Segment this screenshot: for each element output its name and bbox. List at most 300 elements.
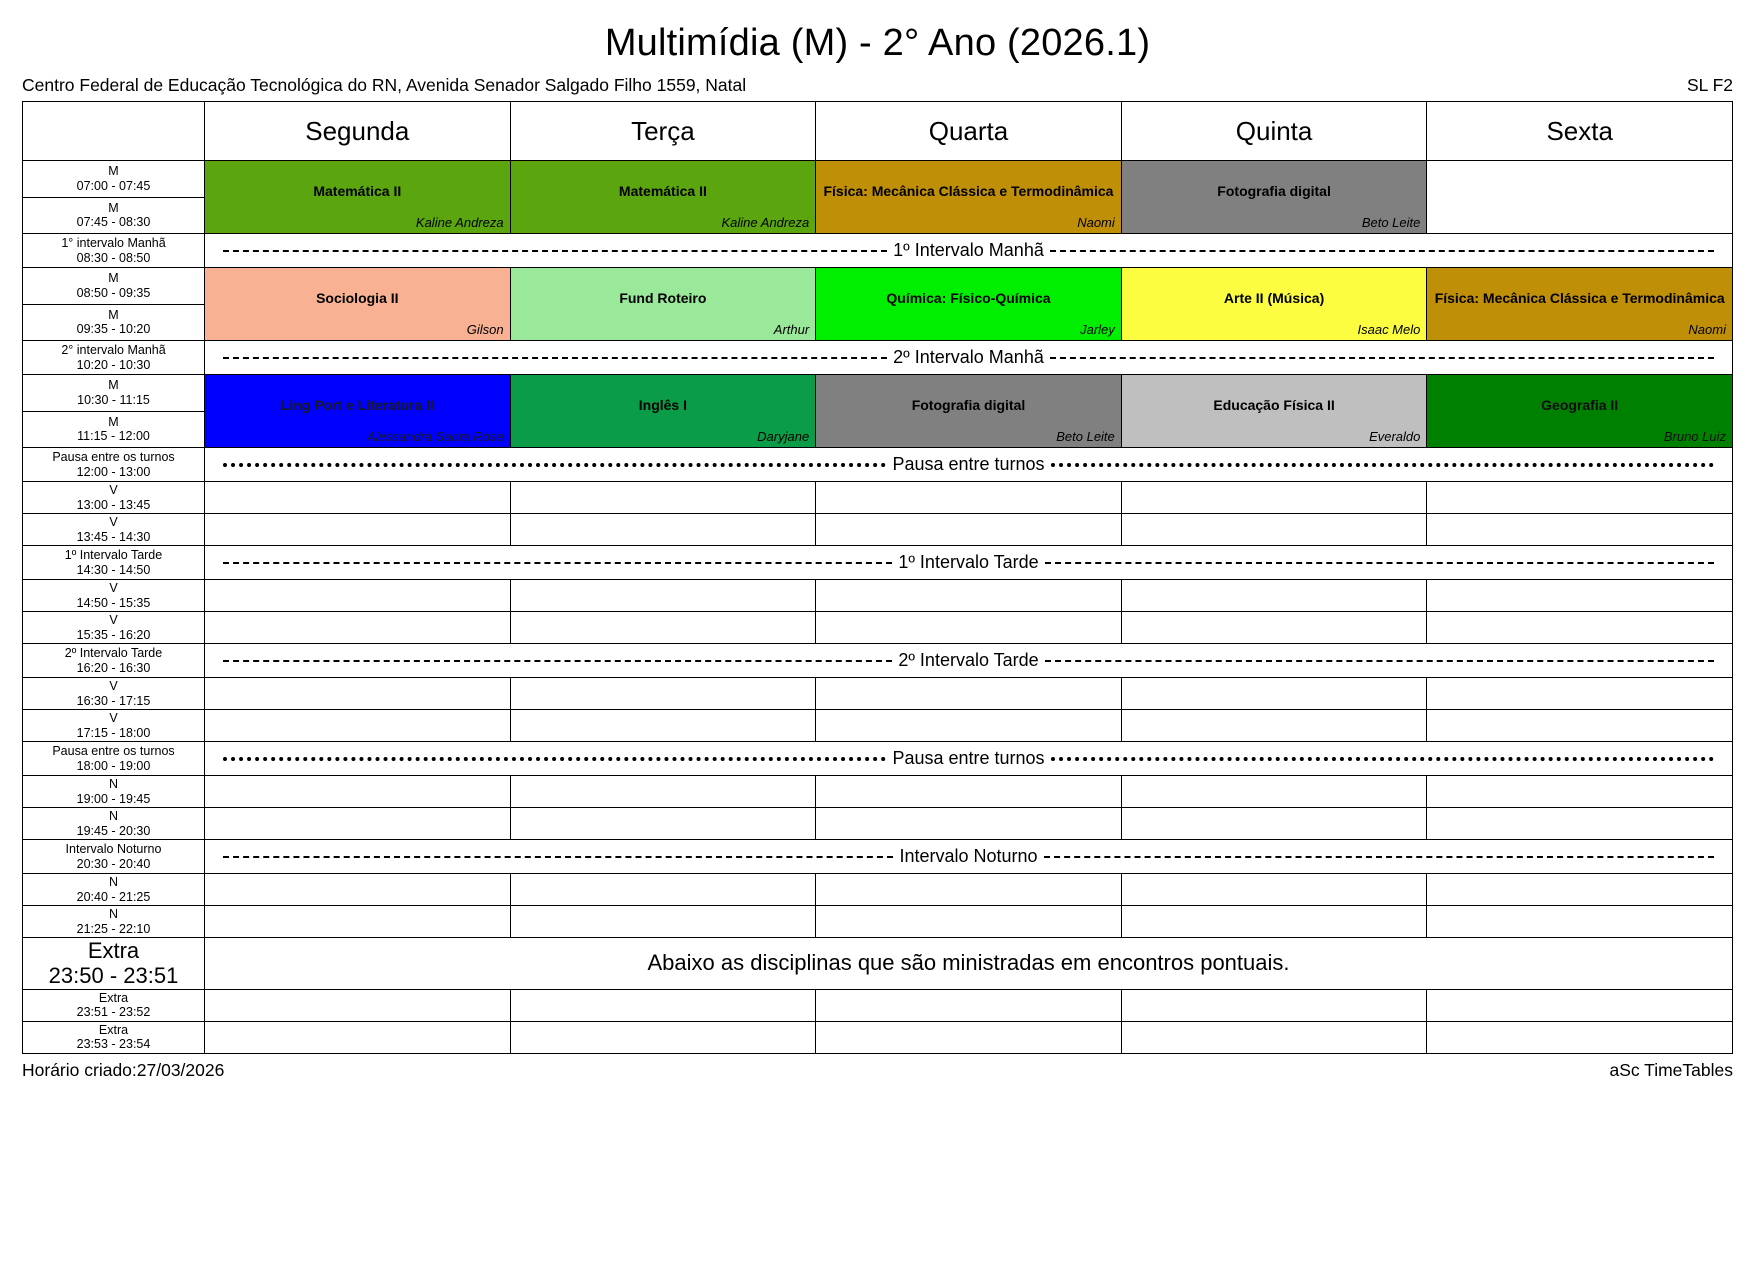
- day-header-segunda: Segunda: [205, 102, 511, 161]
- empty-slot: [1122, 482, 1427, 513]
- time-shift-label: N: [108, 907, 119, 922]
- time-shift-label: V: [109, 581, 118, 596]
- timetable-row: [23, 375, 1733, 448]
- empty-cell: [1121, 580, 1427, 612]
- lesson-subject: Fotografia digital: [1217, 182, 1331, 199]
- time-cell: [23, 678, 205, 710]
- lesson-teacher: Beto Leite: [1056, 429, 1115, 444]
- empty-slot: [1427, 678, 1732, 709]
- break-row: [23, 840, 1733, 874]
- empty-slot: [205, 906, 510, 937]
- empty-slot: [205, 678, 510, 709]
- time-shift-label: M: [108, 200, 119, 215]
- empty-slot: [205, 482, 510, 513]
- time-cell: [23, 710, 205, 742]
- empty-slot: [1122, 906, 1427, 937]
- empty-slot: [816, 580, 1121, 611]
- timetable-row: [23, 514, 1733, 546]
- lesson-teacher: Everaldo: [1369, 429, 1421, 444]
- empty-slot: [511, 808, 816, 839]
- time-range-label: 10:20 - 10:30: [76, 357, 151, 372]
- break-banner: [205, 234, 1733, 268]
- empty-slot: [511, 482, 816, 513]
- lesson-subject: Física: Mecânica Clássica e Termodinâmica: [823, 182, 1114, 199]
- time-cell: [23, 580, 205, 612]
- empty-slot: [511, 678, 816, 709]
- empty-cell: [816, 906, 1122, 938]
- time-shift-label: V: [109, 613, 118, 628]
- break-divider-right: [1044, 856, 1714, 858]
- time-range-label: 20:30 - 20:40: [76, 856, 151, 871]
- day-header-sexta: Sexta: [1427, 102, 1733, 161]
- time-shift-label: V: [109, 711, 118, 726]
- empty-slot: [205, 990, 510, 1021]
- time-cell: [23, 514, 205, 546]
- break-label: 2º Intervalo Manhã: [893, 347, 1044, 367]
- time-range-label: 15:35 - 16:20: [76, 627, 151, 642]
- empty-cell: [1427, 612, 1733, 644]
- time-slot: [23, 197, 204, 234]
- empty-cell: [510, 612, 816, 644]
- timetable-row: [23, 906, 1733, 938]
- time-shift-label: M: [108, 378, 119, 393]
- lesson-cell[interactable]: [816, 375, 1122, 448]
- empty-slot: [1427, 874, 1732, 905]
- time-shift-label: V: [109, 515, 118, 530]
- time-cell: [23, 612, 205, 644]
- empty-cell: [816, 580, 1122, 612]
- lesson-subject: Geografia II: [1541, 396, 1619, 413]
- lesson-cell[interactable]: [1427, 268, 1733, 341]
- time-range-label: 08:30 - 08:50: [76, 250, 151, 265]
- empty-slot: [205, 514, 510, 545]
- time-slot: [23, 268, 204, 304]
- time-shift-label: Extra: [98, 1022, 129, 1037]
- day-header-quinta: Quinta: [1121, 102, 1427, 161]
- lesson-teacher: Arthur: [773, 322, 810, 337]
- time-range-label: 16:20 - 16:30: [76, 660, 151, 675]
- break-row: [23, 742, 1733, 776]
- empty-cell: [816, 514, 1122, 546]
- page-title: Multimídia (M) - 2° Ano (2026.1): [604, 22, 1151, 64]
- break-divider-left: [223, 357, 887, 359]
- time-shift-label: Extra: [87, 938, 140, 963]
- time-range-label: 17:15 - 18:00: [76, 725, 151, 740]
- time-shift-label: V: [109, 679, 118, 694]
- empty-slot: [511, 906, 816, 937]
- time-shift-label: N: [108, 777, 119, 792]
- empty-cell: [510, 710, 816, 742]
- time-range-label: 11:15 - 12:00: [77, 429, 150, 444]
- break-name-label: 1° intervalo Manhã: [61, 236, 166, 251]
- timetable-row: [23, 161, 1733, 234]
- time-range-label: 13:00 - 13:45: [76, 497, 151, 512]
- lesson-cell[interactable]: [510, 375, 816, 448]
- lesson-teacher: Naomi: [1077, 215, 1115, 230]
- lesson-teacher: Isaac Melo: [1357, 322, 1421, 337]
- empty-slot: [1427, 906, 1732, 937]
- lesson-subject: Fotografia digital: [911, 396, 1026, 413]
- break-divider-left: [223, 660, 892, 662]
- lesson-subject: Física: Mecânica Clássica e Termodinâmica: [1434, 289, 1725, 306]
- break-label: 1º Intervalo Manhã: [893, 240, 1044, 260]
- empty-cell: [510, 906, 816, 938]
- empty-cell: [1427, 482, 1733, 514]
- time-cell: [23, 234, 205, 268]
- empty-cell: [1121, 906, 1427, 938]
- empty-cell: [1427, 989, 1733, 1021]
- lesson-teacher: Kaline Andreza: [415, 215, 504, 230]
- empty-slot: [1427, 514, 1732, 545]
- timetable-row: [23, 989, 1733, 1021]
- note-row: [23, 938, 1733, 990]
- lesson-teacher: Alessandra Santa Rosa: [367, 429, 504, 444]
- break-label: 2º Intervalo Tarde: [898, 650, 1039, 670]
- time-cell: [23, 776, 205, 808]
- time-range-label: 20:40 - 21:25: [76, 889, 151, 904]
- lesson-cell[interactable]: [1121, 268, 1427, 341]
- time-slot: [23, 375, 204, 411]
- timetable-row: [23, 710, 1733, 742]
- time-range-label: 16:30 - 17:15: [76, 693, 151, 708]
- lesson-cell[interactable]: [205, 161, 511, 234]
- break-row: [23, 341, 1733, 375]
- day-header-row: [23, 102, 1733, 161]
- empty-cell: [1121, 989, 1427, 1021]
- corner-cell: [23, 102, 205, 161]
- break-row: [23, 644, 1733, 678]
- lesson-subject: Ling Port e Literatura II: [280, 396, 434, 413]
- time-cell: [23, 448, 205, 482]
- break-label: 1º Intervalo Tarde: [898, 552, 1039, 572]
- lesson-teacher: Bruno Luiz: [1663, 429, 1726, 444]
- time-range-label: 21:25 - 22:10: [76, 921, 151, 936]
- empty-cell: [510, 776, 816, 808]
- empty-cell: [1427, 874, 1733, 906]
- empty-slot: [816, 990, 1121, 1021]
- lesson-cell[interactable]: [816, 161, 1122, 234]
- lesson-subject: Inglês I: [638, 396, 687, 413]
- empty-cell: [510, 874, 816, 906]
- empty-cell: [1121, 874, 1427, 906]
- empty-slot: [816, 874, 1121, 905]
- time-shift-label: Extra: [98, 990, 129, 1005]
- empty-slot: [816, 1022, 1121, 1053]
- time-range-label: 23:51 - 23:52: [76, 1005, 151, 1020]
- lesson-subject: Sociologia II: [316, 289, 399, 306]
- empty-slot: [205, 1022, 510, 1053]
- time-range-label: 23:50 - 23:51: [48, 963, 179, 989]
- empty-cell: [1121, 776, 1427, 808]
- time-cell: [23, 268, 205, 341]
- day-header-quarta: Quarta: [816, 102, 1122, 161]
- break-banner: [205, 742, 1733, 776]
- time-cell: [23, 840, 205, 874]
- empty-slot: [1427, 776, 1732, 807]
- empty-cell: [1121, 514, 1427, 546]
- empty-cell: [1427, 906, 1733, 938]
- empty-slot: [816, 482, 1121, 513]
- timetable-row: [23, 678, 1733, 710]
- empty-slot: [1122, 710, 1427, 741]
- empty-slot: [1427, 612, 1732, 643]
- break-name-label: 2º Intervalo Tarde: [64, 646, 163, 661]
- break-row: [23, 234, 1733, 268]
- empty-cell: [816, 710, 1122, 742]
- time-shift-label: N: [108, 809, 119, 824]
- empty-cell: [1121, 1021, 1427, 1053]
- empty-slot: [511, 612, 816, 643]
- room-code: SL F2: [1686, 75, 1733, 95]
- lesson-teacher: Kaline Andreza: [721, 215, 810, 230]
- empty-slot: [1427, 580, 1732, 611]
- lesson-subject: Educação Física II: [1213, 396, 1335, 413]
- empty-cell: [816, 808, 1122, 840]
- empty-cell: [205, 612, 511, 644]
- time-slot: [23, 161, 204, 197]
- empty-slot: [1122, 678, 1427, 709]
- empty-slot: [816, 514, 1121, 545]
- empty-slot: [1427, 808, 1732, 839]
- empty-slot: [1427, 161, 1732, 233]
- lesson-cell[interactable]: [1121, 375, 1427, 448]
- break-divider-left: [223, 562, 892, 564]
- empty-cell: [205, 776, 511, 808]
- lesson-cell[interactable]: [205, 268, 511, 341]
- empty-cell: [510, 482, 816, 514]
- break-divider-left: [223, 856, 893, 858]
- break-name-label: Intervalo Noturno: [65, 842, 162, 857]
- time-range-label: 07:45 - 08:30: [76, 215, 151, 230]
- empty-slot: [511, 710, 816, 741]
- empty-cell: [1427, 161, 1733, 234]
- break-label: Pausa entre turnos: [892, 454, 1045, 474]
- empty-cell: [1427, 776, 1733, 808]
- time-cell: [23, 989, 205, 1021]
- lesson-subject: Arte II (Música): [1223, 289, 1325, 306]
- break-banner: [205, 448, 1733, 482]
- break-divider-left: [223, 757, 886, 761]
- time-shift-label: M: [108, 307, 119, 322]
- break-name-label: Pausa entre os turnos: [52, 450, 175, 465]
- time-range-label: 07:00 - 07:45: [76, 178, 151, 193]
- time-cell: [23, 938, 205, 990]
- empty-slot: [816, 710, 1121, 741]
- break-banner: [205, 644, 1733, 678]
- empty-slot: [1122, 580, 1427, 611]
- empty-cell: [205, 580, 511, 612]
- time-cell: [23, 644, 205, 678]
- empty-slot: [816, 808, 1121, 839]
- break-divider-right: [1051, 463, 1714, 467]
- empty-cell: [1427, 580, 1733, 612]
- empty-slot: [1427, 710, 1732, 741]
- timetable-row: [23, 482, 1733, 514]
- empty-cell: [205, 808, 511, 840]
- empty-slot: [511, 580, 816, 611]
- empty-slot: [205, 776, 510, 807]
- break-divider-left: [223, 250, 887, 252]
- empty-cell: [205, 1021, 511, 1053]
- break-banner: [205, 840, 1733, 874]
- lesson-teacher: Gilson: [466, 322, 504, 337]
- time-slot: [23, 411, 204, 448]
- break-name-label: 1º Intervalo Tarde: [64, 548, 163, 563]
- empty-cell: [1427, 514, 1733, 546]
- empty-cell: [816, 482, 1122, 514]
- lesson-teacher: Beto Leite: [1361, 215, 1421, 230]
- empty-cell: [205, 710, 511, 742]
- day-header-terca: Terça: [510, 102, 816, 161]
- break-name-label: Pausa entre os turnos: [52, 744, 175, 759]
- lesson-cell[interactable]: [816, 268, 1122, 341]
- empty-slot: [511, 1022, 816, 1053]
- empty-slot: [816, 678, 1121, 709]
- empty-slot: [1122, 1022, 1427, 1053]
- break-divider-right: [1051, 757, 1714, 761]
- time-cell: [23, 546, 205, 580]
- time-shift-label: M: [108, 164, 119, 179]
- break-divider-right: [1045, 660, 1714, 662]
- time-cell: [23, 375, 205, 448]
- empty-cell: [205, 874, 511, 906]
- empty-slot: [1427, 482, 1732, 513]
- empty-slot: [816, 776, 1121, 807]
- timetable-row: [23, 1021, 1733, 1053]
- timetable-row: [23, 268, 1733, 341]
- empty-cell: [816, 1021, 1122, 1053]
- time-range-label: 18:00 - 19:00: [76, 758, 151, 773]
- empty-cell: [816, 776, 1122, 808]
- timetable-row: [23, 580, 1733, 612]
- time-shift-label: N: [108, 875, 119, 890]
- empty-cell: [205, 989, 511, 1021]
- empty-slot: [816, 906, 1121, 937]
- time-cell: [23, 874, 205, 906]
- empty-cell: [205, 514, 511, 546]
- created-date: Horário criado:27/03/2026: [22, 1059, 225, 1080]
- lesson-cell[interactable]: [1121, 161, 1427, 234]
- time-range-label: 13:45 - 14:30: [76, 529, 151, 544]
- subheader: [22, 75, 1733, 96]
- empty-slot: [1122, 776, 1427, 807]
- break-divider-right: [1050, 357, 1714, 359]
- empty-cell: [510, 1021, 816, 1053]
- empty-slot: [1122, 612, 1427, 643]
- break-row: [23, 448, 1733, 482]
- lesson-teacher: Naomi: [1688, 322, 1726, 337]
- empty-slot: [1427, 1022, 1732, 1053]
- empty-slot: [511, 776, 816, 807]
- lesson-teacher: Daryjane: [757, 429, 810, 444]
- empty-cell: [1427, 1021, 1733, 1053]
- empty-slot: [205, 808, 510, 839]
- time-range-label: 08:50 - 09:35: [76, 285, 151, 300]
- empty-slot: [511, 514, 816, 545]
- empty-slot: [1122, 874, 1427, 905]
- time-range-label: 09:35 - 10:20: [76, 322, 151, 337]
- empty-cell: [1427, 710, 1733, 742]
- empty-slot: [511, 874, 816, 905]
- timetable-row: [23, 776, 1733, 808]
- empty-cell: [510, 678, 816, 710]
- empty-cell: [510, 514, 816, 546]
- empty-cell: [205, 482, 511, 514]
- time-range-label: 14:30 - 14:50: [76, 562, 151, 577]
- empty-cell: [1121, 710, 1427, 742]
- time-shift-label: M: [108, 414, 119, 429]
- lesson-subject: Química: Físico-Química: [886, 289, 1051, 306]
- empty-cell: [510, 808, 816, 840]
- break-name-label: 2° intervalo Manhã: [61, 343, 166, 358]
- empty-cell: [510, 989, 816, 1021]
- lesson-cell[interactable]: [205, 375, 511, 448]
- lesson-subject: Matemática II: [618, 182, 707, 199]
- lesson-teacher: Jarley: [1080, 322, 1115, 337]
- empty-cell: [205, 678, 511, 710]
- empty-cell: [1121, 808, 1427, 840]
- break-label: Pausa entre turnos: [892, 748, 1045, 768]
- timetable-page: [0, 22, 1755, 1263]
- time-slot: [23, 304, 204, 341]
- timetable: [22, 101, 1733, 1054]
- time-cell: [23, 906, 205, 938]
- lesson-subject: Matemática II: [313, 182, 402, 199]
- break-banner: [205, 546, 1733, 580]
- time-range-label: 10:30 - 11:15: [77, 392, 150, 407]
- empty-cell: [1427, 678, 1733, 710]
- empty-cell: [816, 874, 1122, 906]
- time-cell: [23, 1021, 205, 1053]
- empty-cell: [1427, 808, 1733, 840]
- time-cell: [23, 161, 205, 234]
- timetable-row: [23, 612, 1733, 644]
- empty-cell: [1121, 482, 1427, 514]
- empty-slot: [205, 612, 510, 643]
- page-footer: [22, 1060, 1733, 1081]
- empty-slot: [205, 580, 510, 611]
- time-range-label: 14:50 - 15:35: [76, 595, 151, 610]
- empty-slot: [1122, 808, 1427, 839]
- empty-slot: [1122, 990, 1427, 1021]
- timetable-row: [23, 874, 1733, 906]
- time-cell: [23, 808, 205, 840]
- empty-slot: [511, 990, 816, 1021]
- lesson-cell[interactable]: [1427, 375, 1733, 448]
- empty-cell: [816, 678, 1122, 710]
- break-label: Intervalo Noturno: [899, 846, 1038, 866]
- empty-slot: [1122, 514, 1427, 545]
- empty-cell: [1121, 612, 1427, 644]
- break-divider-right: [1045, 562, 1714, 564]
- break-divider-right: [1050, 250, 1714, 252]
- note-banner: Abaixo as disciplinas que são ministradas em encontros pontuais.: [205, 938, 1733, 990]
- empty-cell: [205, 906, 511, 938]
- institution-address: Centro Federal de Educação Tecnológica do RN, Avenida Senador Salgado Filho 1559, Natal: [22, 75, 747, 95]
- lesson-cell[interactable]: [510, 268, 816, 341]
- timetable-row: [23, 808, 1733, 840]
- empty-slot: [1427, 990, 1732, 1021]
- empty-cell: [816, 989, 1122, 1021]
- lesson-cell[interactable]: [510, 161, 816, 234]
- software-credit: aSc TimeTables: [1609, 1059, 1733, 1080]
- break-banner: [205, 341, 1733, 375]
- empty-slot: [205, 874, 510, 905]
- time-range-label: 19:00 - 19:45: [76, 791, 151, 806]
- time-range-label: 12:00 - 13:00: [76, 464, 151, 479]
- time-cell: [23, 341, 205, 375]
- break-row: [23, 546, 1733, 580]
